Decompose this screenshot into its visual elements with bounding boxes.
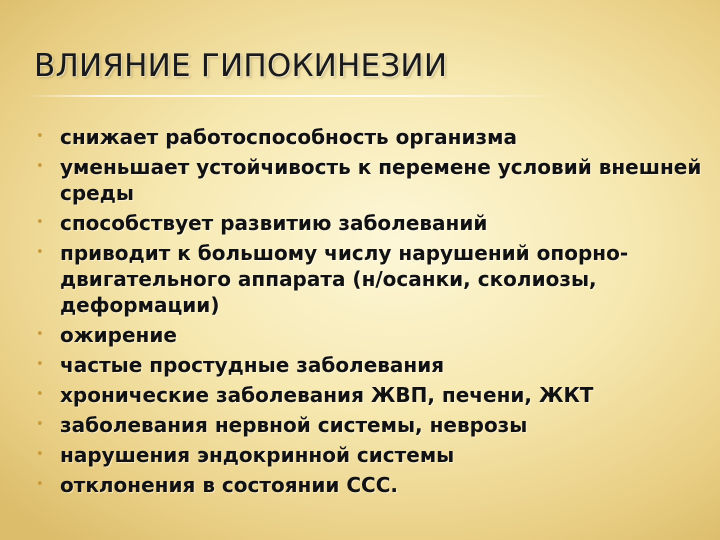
- title-divider: [24, 95, 564, 97]
- slide-title: ВЛИЯНИЕ ГИПОКИНЕЗИИ: [34, 48, 448, 84]
- list-item: [34, 154, 704, 206]
- bullet-text: ожирение: [60, 323, 177, 347]
- bullet-icon: •: [36, 387, 44, 402]
- list-item: [34, 240, 704, 318]
- bullet-text: отклонения в состоянии ССС.: [60, 473, 398, 497]
- bullet-text: уменьшает устойчивость к перемене условий внешней среды: [60, 155, 702, 205]
- list-item: [34, 210, 704, 236]
- bullet-text: нарушения эндокринной системы: [60, 443, 455, 467]
- list-item: [34, 442, 704, 468]
- list-item: [34, 382, 704, 408]
- list-item: [34, 124, 704, 150]
- bullet-icon: •: [36, 245, 44, 260]
- bullet-text: заболевания нервной системы, неврозы: [60, 413, 528, 437]
- list-item: [34, 472, 704, 498]
- bullet-icon: •: [36, 477, 44, 492]
- list-item: [34, 352, 704, 378]
- bullet-text: способствует развитию заболеваний: [60, 211, 488, 235]
- list-item: [34, 322, 704, 348]
- bullet-icon: •: [36, 215, 44, 230]
- bullet-icon: •: [36, 159, 44, 174]
- bullet-icon: •: [36, 357, 44, 372]
- bullet-icon: •: [36, 129, 44, 144]
- list-item: [34, 412, 704, 438]
- bullet-list: [34, 124, 704, 502]
- bullet-icon: •: [36, 327, 44, 342]
- bullet-icon: •: [36, 447, 44, 462]
- bullet-text: приводит к большому числу нарушений опорно-двигательного аппарата (н/осанки, сколиозы, деформации): [60, 241, 629, 317]
- bullet-text: снижает работоспособность организма: [60, 125, 517, 149]
- bullet-text: частые простудные заболевания: [60, 353, 445, 377]
- bullet-icon: •: [36, 417, 44, 432]
- bullet-text: хронические заболевания ЖВП, печени, ЖКТ: [60, 383, 594, 407]
